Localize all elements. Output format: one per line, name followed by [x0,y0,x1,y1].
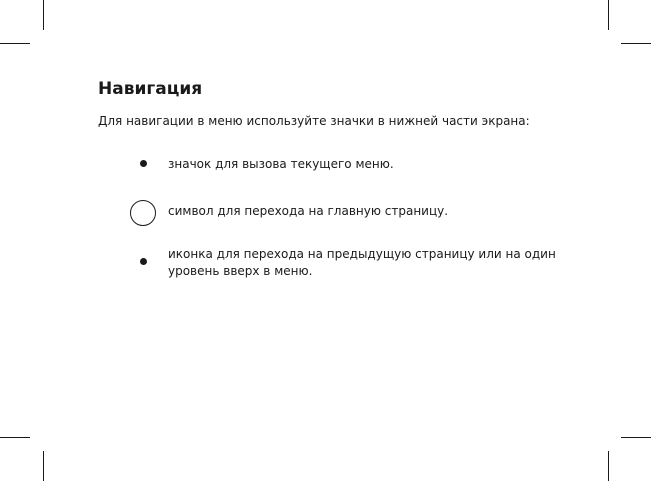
list-item [98,200,558,230]
crop-mark [621,43,651,44]
list-item-text: иконка для перехода на предыдущую страницу или на один уровень вверх в меню. [168,247,556,278]
crop-mark [608,0,609,30]
crop-mark [0,43,30,44]
crop-mark [621,437,651,438]
crop-mark [608,451,609,481]
page-title: Навигация [98,79,203,99]
list-item [98,156,558,176]
list-item-text: символ для перехода на главную страницу. [168,204,449,218]
crop-mark [43,0,44,30]
small-dot-icon [140,160,147,167]
intro-text: Для навигации в меню используйте значки в нижней части экрана: [98,114,530,128]
list-item-text: значок для вызова текущего меню. [168,157,394,171]
small-dot-icon [140,258,147,265]
list-item [98,246,558,286]
circle-icon [130,200,156,226]
crop-mark [43,451,44,481]
crop-mark [0,437,30,438]
